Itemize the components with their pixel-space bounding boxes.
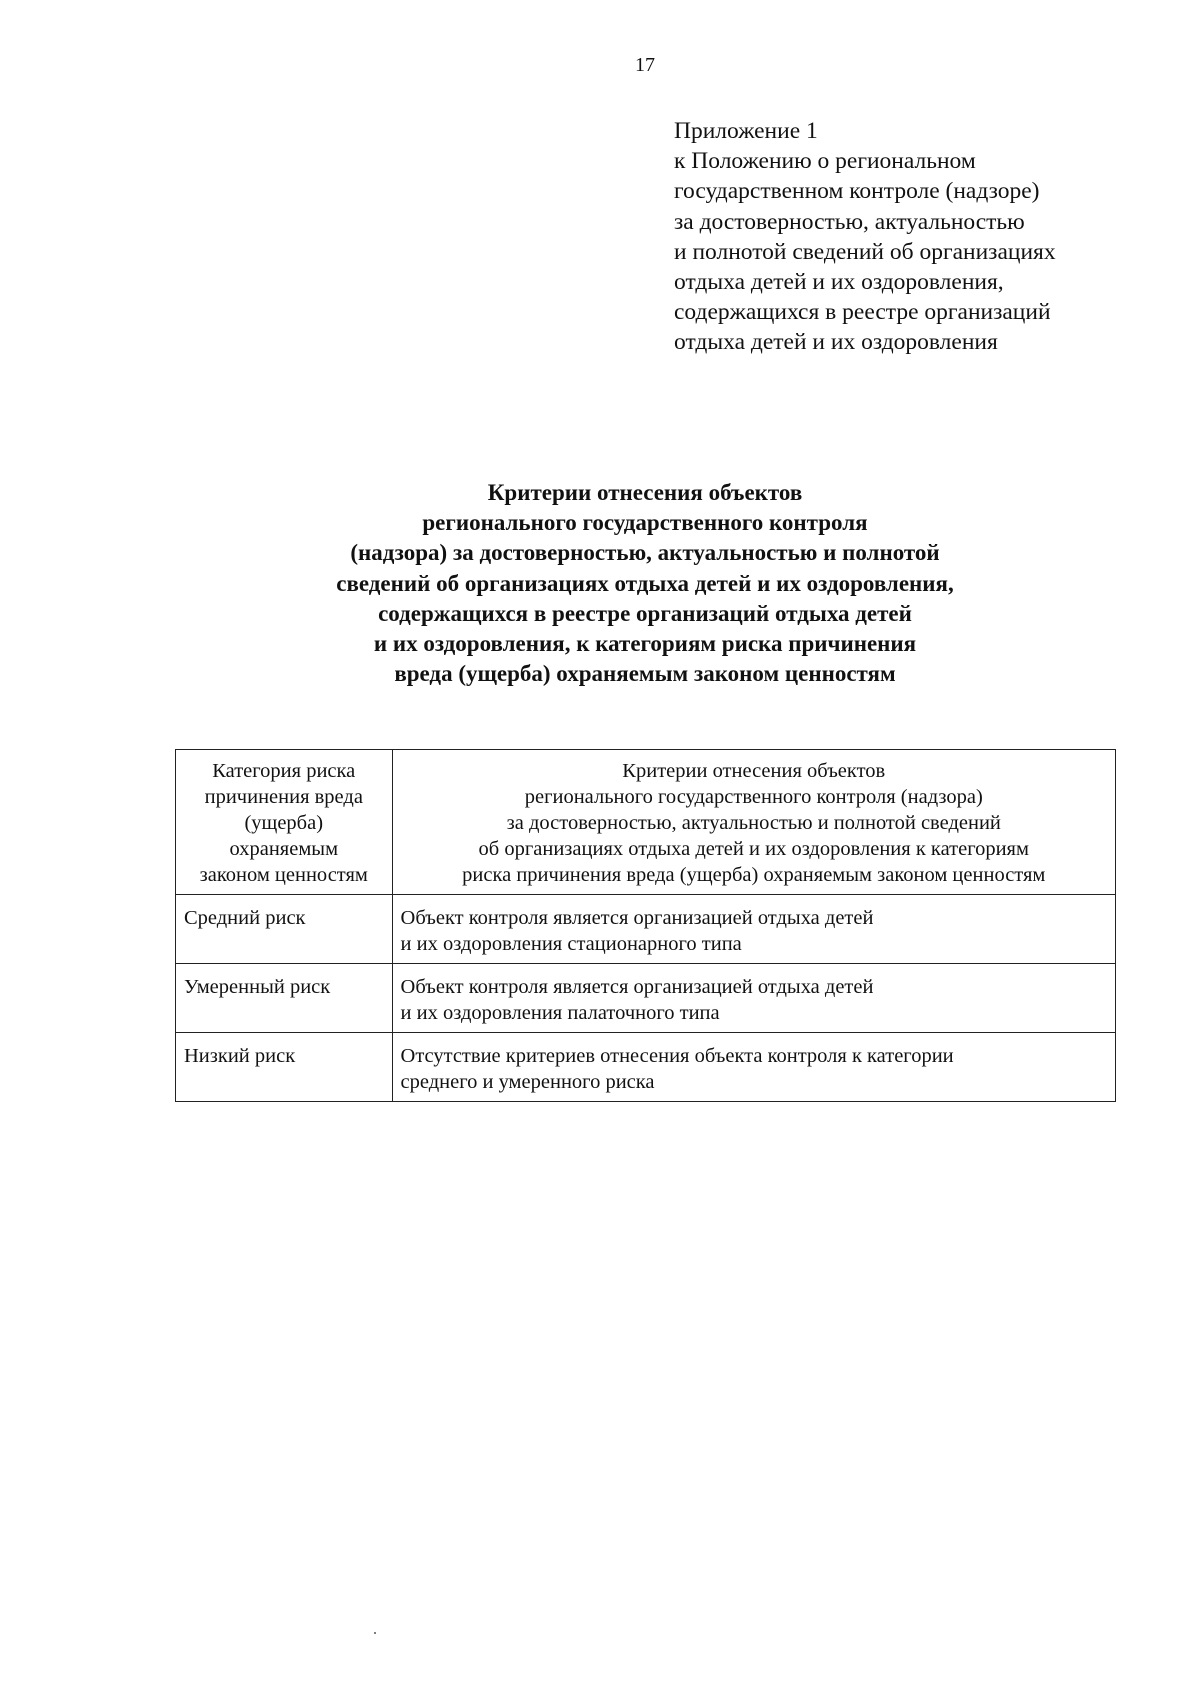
header-criteria-line: риска причинения вреда (ущерба) охраняемым законом ценностям xyxy=(462,864,1046,886)
appendix-line: отдыха детей и их оздоровления, xyxy=(674,269,1004,296)
appendix-line: Приложение 1 xyxy=(674,118,818,144)
appendix-note xyxy=(674,116,1174,358)
appendix-line: отдыха детей и их оздоровления xyxy=(674,329,998,356)
appendix-line: за достоверностью, актуальностью xyxy=(674,208,1025,235)
appendix-line: государственном контроле (надзоре) xyxy=(674,178,1040,205)
document-title xyxy=(0,478,1200,689)
scan-speck xyxy=(374,1632,376,1634)
appendix-line: содержащихся в реестре организаций xyxy=(674,299,1051,326)
table-header-row xyxy=(176,750,1116,895)
table-row xyxy=(176,895,1116,964)
title-line: Критерии отнесения объектов xyxy=(487,480,803,505)
risk-category-moderate: Умеренный риск xyxy=(176,964,393,1033)
criteria-line: Отсутствие критериев отнесения объекта контроля к категории xyxy=(400,1045,954,1067)
criteria-line: и их оздоровления стационарного типа xyxy=(400,933,742,955)
title-line: вреда (ущерба) охраняемым законом ценностям xyxy=(394,661,896,687)
header-category-line: причинения вреда xyxy=(204,786,363,808)
criteria-line: Объект контроля является организацией отдыха детей xyxy=(400,976,874,998)
appendix-line: к Положению о региональном xyxy=(674,148,976,175)
risk-category-low: Низкий риск xyxy=(176,1033,393,1102)
header-criteria-line: Критерии отнесения объектов xyxy=(622,760,886,782)
table-row xyxy=(176,964,1116,1033)
criteria-line: среднего и умеренного риска xyxy=(400,1071,655,1093)
table-row xyxy=(176,1033,1116,1102)
risk-criteria-low xyxy=(392,1033,1115,1102)
title-line: и их оздоровления, к категориям риска причинения xyxy=(373,631,917,657)
risk-criteria-moderate xyxy=(392,964,1115,1033)
header-criteria-line: об организациях отдыха детей и их оздоровления к категориям xyxy=(478,838,1029,860)
risk-criteria-table xyxy=(175,749,1116,1102)
header-category-line: охраняемым xyxy=(229,838,339,860)
header-category-line: Категория риска xyxy=(212,760,356,782)
title-line: регионального государственного контроля xyxy=(422,510,868,536)
page-number: 17 xyxy=(635,54,655,76)
criteria-line: и их оздоровления палаточного типа xyxy=(400,1002,720,1024)
appendix-line: и полнотой сведений об организациях xyxy=(674,238,1056,265)
risk-category-medium: Средний риск xyxy=(176,895,393,964)
title-line: (надзора) за достоверностью, актуальностью и полнотой xyxy=(350,540,940,566)
risk-criteria-medium xyxy=(392,895,1115,964)
header-criteria-line: регионального государственного контроля (надзора) xyxy=(524,786,983,808)
header-criteria-cell xyxy=(392,750,1115,895)
header-category-cell xyxy=(176,750,393,895)
criteria-line: Объект контроля является организацией отдыха детей xyxy=(400,907,874,929)
title-line: сведений об организациях отдыха детей и их оздоровления, xyxy=(336,570,954,596)
title-line: содержащихся в реестре организаций отдыха детей xyxy=(378,600,912,626)
header-criteria-line: за достоверностью, актуальностью и полнотой сведений xyxy=(506,812,1001,834)
header-category-line: законом ценностям xyxy=(199,864,368,886)
header-category-line: (ущерба) xyxy=(244,812,324,834)
